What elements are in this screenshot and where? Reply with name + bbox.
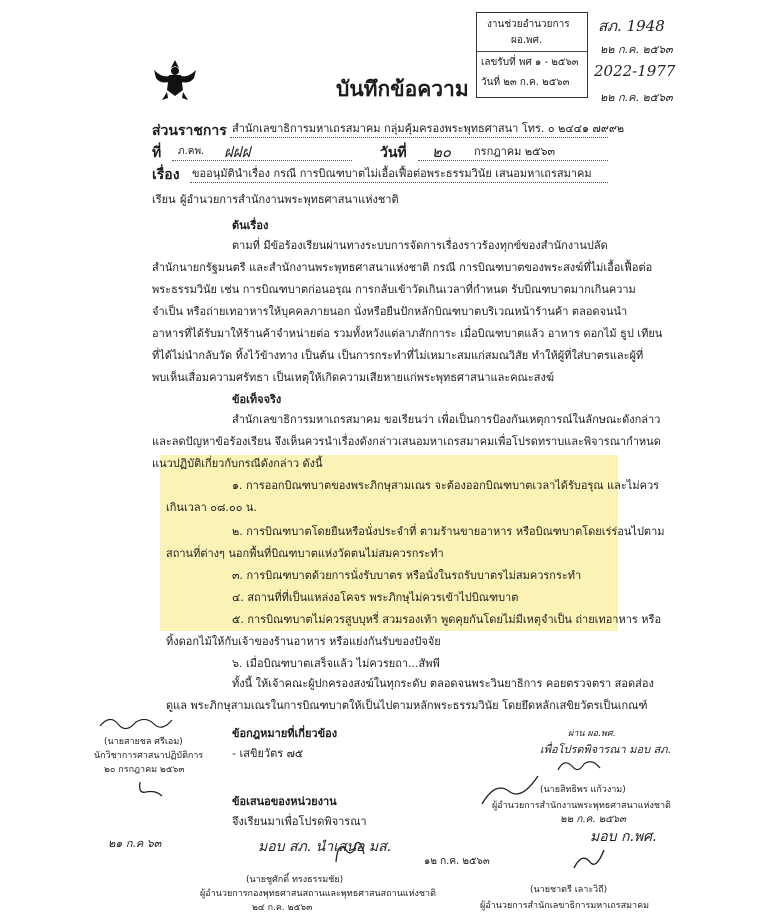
signer2-name: (นายชูศักดิ์ ทรงธรรมชัย) (246, 875, 344, 885)
facts-line: แนวปฏิบัติเกี่ยวกับกรณีดังกล่าว ดังนี้ (152, 457, 323, 470)
handwritten-assign: มอบ ก.พศ. (590, 829, 657, 845)
stamp-receipt-no: เลขรับที่ พศ ๑ - ๒๕๖๓ (481, 57, 579, 68)
corner-note-3: 2022-1977 (594, 62, 676, 80)
corner-note-2: ๒๒ ก.ค. ๒๕๖๓ (600, 43, 673, 56)
subject-label: เรื่อง (152, 167, 180, 183)
date-a: ๒๒ ก.ค. ๒๕๖๓ (560, 814, 626, 825)
agency-label: ส่วนราชการ (152, 123, 227, 139)
facts-item: ๖. เมื่อบิณฑบาตเสร็จแล้ว ไม่ควรยถา...สัพพี (232, 657, 440, 670)
date-rest: กรกฎาคม ๒๕๖๓ (474, 145, 555, 158)
background-line: ตามที่ มีข้อร้องเรียนผ่านทางระบบการจัดการเรื่องราวร้องทุกข์ของสำนักงานปลัด (232, 239, 608, 252)
facts-closing: ทั้งนี้ ให้เจ้าคณะผู้ปกครองสงฆ์ในทุกระดับ ตลอดจนพระวินยาธิการ คอยตรวจตรา สอดส่อง (232, 677, 654, 690)
left-signer-position: นักวิชาการศาสนาปฏิบัติการ (94, 751, 204, 761)
signer3-name: (นายชาตรี เลาะวิถี) (530, 885, 608, 895)
stamp-unit-sub: ผอ.พศ. (511, 35, 543, 46)
signer1-name: (นายสิทธิพร แก้วงาม) (540, 785, 626, 795)
background-line: สำนักนายกรัฐมนตรี และสำนักงานพระพุทธศาสนาแห่งชาติ กรณี การบิณฑบาตของพระสงฆ์ที่ไม่เอื้อเฟื้อต่อ (152, 261, 653, 274)
stamp-receipt-date: วันที่ ๒๓ ก.ค. ๒๕๖๓ (481, 77, 570, 88)
signature-diagonal-icon (476, 770, 546, 810)
to-label: เรียน (152, 193, 176, 206)
signature-left-icon (96, 712, 176, 732)
facts-item: เกินเวลา ๐๘.๐๐ น. (166, 501, 257, 514)
ref-label: ที่ (152, 145, 162, 161)
agency-value: สำนักเลขาธิการมหาเถรสมาคม กลุ่มคุ้มครองพระพุทธศาสนา โทร. ๐ ๒๔๔๑ ๗๙๙๒ (232, 122, 625, 135)
forward-note: เพื่อโปรดพิจารณา มอบ สภ. (540, 743, 672, 756)
date-b: ๑๒ ก.ค. ๒๕๖๓ (424, 856, 490, 867)
signature-right-2-icon (570, 846, 610, 874)
date-label: วันที่ (380, 145, 407, 161)
facts-item: ๒. การบิณฑบาตโดยยืนหรือนั่งประจำที่ ตามร้านขายอาหาร หรือบิณฑบาตโดยเร่ร่อนไปตาม (232, 525, 665, 538)
ref-prefix: ภ.คพ. (178, 146, 205, 157)
facts-item: ๔. สถานที่ที่เป็นแหล่งอโคจร พระภิกษุไม่ควรเข้าไปบิณฑบาต (232, 591, 519, 604)
signature-center-icon (330, 836, 370, 866)
facts-closing: ดูแล พระภิกษุสามเณรในการบิณฑบาตให้เป็นไปตามหลักพระธรรมวินัย โดยยึดหลักเสขิยวัตรเป็นเกณฑ์ (166, 699, 648, 712)
date-day: ๒๐ (432, 143, 452, 161)
background-line: พระธรรมวินัย เช่น การบิณฑบาตก่อนอรุณ การกลับเข้าวัดเกินเวลาที่กำหนด รับบิณฑบาตมากเกินความ (152, 283, 636, 296)
stamp-unit: งานช่วยอำนวยการ (487, 19, 570, 30)
facts-item: ทิ้งดอกไม้ให้กับเจ้าของร้านอาหาร หรือแย่งกันรับของปัจจัย (166, 635, 441, 648)
ref-value: ฝฝฝ (224, 143, 251, 161)
facts-item: ๕. การบิณฑบาตไม่ควรสูบบุหรี่ สวมรองเท้า พูดคุยกันโดยไม่มีเหตุจำเป็น ถ่ายเทอาหาร หรือ (232, 613, 662, 626)
law-item: - เสขิยวัตร ๗๕ (232, 747, 304, 760)
facts-line: และลดปัญหาข้อร้องเรียน จึงเห็นควรนำเรื่องดังกล่าวเสนอมหาเถรสมาคมเพื่อโปรดทราบและพิจารณากำหนด (152, 435, 661, 448)
to-value: ผู้อำนวยการสำนักงานพระพุทธศาสนาแห่งชาติ (180, 193, 399, 206)
facts-item: ๑. การออกบิณฑบาตของพระภิกษุสามเณร จะต้องออกบิณฑบาตเวลาได้รับอรุณ และไม่ควร (232, 479, 660, 492)
background-line: จำเป็น หรือถ่ายเทอาหารให้บุคคลภายนอก นั่งหรือยืนปักหลักบิณฑบาตบริเวณหน้าร้านค้า ตลอดจนนำ (152, 305, 628, 318)
left-signer-date: ๒๐ กรกฎาคม ๒๕๖๓ (104, 765, 185, 775)
signature-right-1-icon (554, 756, 604, 780)
garuda-emblem-icon (152, 56, 198, 102)
subject-value: ขออนุมัตินำเรื่อง กรณี การบิณฑบาตไม่เอื้อเฟื้อต่อพระธรรมวินัย เสนอมหาเถรสมาคม (192, 167, 592, 180)
background-line: ที่ได้ไม่นำกลับวัด ทิ้งไว้ข้างทาง เป็นต้น เป็นการกระทำที่ไม่เหมาะสมแก่สมณวิสัย ทำให้ผู้ที่ใส่บาตรและผู้ที่ (152, 349, 644, 362)
memo-title: บันทึกข้อความ (336, 77, 469, 101)
left-signer-name: (นายสายชล ศรีเอม) (104, 737, 183, 747)
date-c: ๒๔ ก.ค. ๒๕๖๓ (252, 903, 313, 913)
proposal-handwritten: มอบ สภ. นำเสนอ มส. (258, 839, 392, 855)
signature-initial-icon (136, 778, 166, 800)
facts-heading: ข้อเท็จจริง (232, 393, 282, 406)
signer1-position: ผู้อำนวยการสำนักงานพระพุทธศาสนาแห่งชาติ (492, 801, 671, 811)
proposal-line: จึงเรียนมาเพื่อโปรดพิจารณา (232, 815, 367, 828)
background-line: พบเห็นเสื่อมความศรัทธา เป็นเหตุให้เกิดความเสียหายแก่พระพุทธศาสนาและคณะสงฆ์ (152, 371, 555, 384)
proposal-heading: ข้อเสนอของหน่วยงาน (232, 795, 337, 808)
small-note: ผ่าน ผอ.พศ. (568, 729, 616, 739)
signer2-position: ผู้อำนวยการกองพุทธศาสนสถานและพุทธศาสนสถานแห่งชาติ (200, 889, 436, 899)
background-heading: ต้นเรื่อง (232, 219, 269, 232)
facts-line: สำนักเลขาธิการมหาเถรสมาคม ขอเรียนว่า เพื่อเป็นการป้องกันเหตุการณ์ในลักษณะดังกล่าว (232, 413, 661, 426)
facts-item: ๓. การบิณฑบาตด้วยการนั่งรับบาตร หรือนั่งในรถรับบาตรไม่สมควรกระทำ (232, 569, 582, 582)
corner-note-1: สภ. 1948 (598, 17, 665, 35)
background-line: อาหารที่ได้รับมาให้ร้านค้าจำหน่ายต่อ รวมทั้งหวังแต่ลาภสักการะ เมื่อบิณฑบาตแล้ว อาหาร ดอกไม้ ธูป เทียน (152, 327, 663, 340)
signer3-position: ผู้อำนวยการสำนักเลขาธิการมหาเถรสมาคม (480, 901, 650, 911)
law-heading: ข้อกฎหมายที่เกี่ยวข้อง (232, 727, 338, 740)
corner-note-4: ๒๒ ก.ค. ๒๕๖๓ (600, 91, 673, 104)
receiving-stamp (476, 12, 588, 98)
facts-item: สถานที่ต่างๆ นอกพื้นที่บิณฑบาตแห่งวัดตนไม่สมควรกระทำ (166, 547, 444, 560)
left-bottom-note: ๒๑ ก.ค ๖๓ (108, 837, 162, 850)
